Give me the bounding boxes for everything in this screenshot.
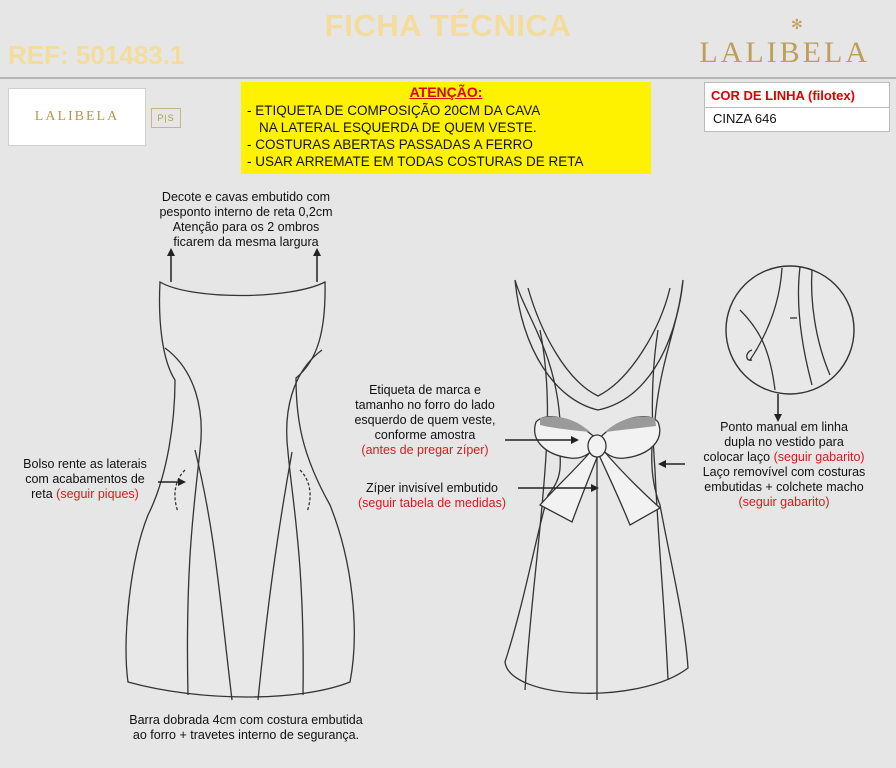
note-red-text: (antes de pregar zíper) — [361, 443, 489, 457]
note-line: ficarem da mesma largura — [173, 235, 319, 249]
label-note — [340, 383, 510, 458]
bow-knot — [588, 435, 606, 457]
note-red-text: (seguir gabarito) — [738, 495, 830, 509]
note-line — [10, 487, 160, 502]
note-line: Atenção para os 2 ombros — [172, 220, 320, 234]
neckline-note — [136, 190, 356, 250]
note-line: Bolso rente as laterais — [23, 457, 147, 471]
note-line: Etiqueta de marca e — [369, 383, 481, 397]
note-line: esquerdo de quem veste, — [354, 413, 496, 427]
note-line: Zíper invisível embutido — [365, 481, 498, 495]
note-line: pesponto interno de reta 0,2cm — [159, 205, 333, 219]
note-line: conforme amostra — [374, 428, 476, 442]
front-dress — [126, 282, 354, 700]
back-dress — [505, 280, 688, 700]
warning-line: NA LATERAL ESQUERDA DE QUEM VESTE. — [259, 120, 537, 135]
note-line: Decote e cavas embutido com — [161, 190, 331, 204]
warning-line: - ETIQUETA DE COMPOSIÇÃO 20CM DA CAVA — [247, 103, 541, 118]
hem-note — [96, 713, 396, 743]
zipper-note — [344, 481, 520, 511]
page-title: FICHA TÉCNICA — [324, 8, 572, 43]
thread-color-value: CINZA 646 — [713, 111, 777, 126]
note-line: embutidas + colchete macho — [704, 480, 864, 494]
detail-circle — [726, 266, 854, 394]
thread-color-label: COR DE LINHA (filotex) — [711, 88, 855, 103]
reference-code: REF: 501483.1 — [8, 40, 185, 70]
detail-zoom — [726, 266, 854, 394]
brand-logo: LALIBELA — [699, 36, 870, 69]
warning-line: - USAR ARREMATE EM TODAS COSTURAS DE RETA — [247, 154, 584, 169]
note-text: reta — [31, 487, 57, 501]
stitch-note — [684, 420, 884, 510]
note-line: Ponto manual em linha — [720, 420, 848, 434]
note-line: dupla no vestido para — [724, 435, 844, 449]
note-red-text: (seguir gabarito) — [773, 450, 865, 464]
note-line: ao forro + travetes interno de segurança. — [132, 728, 360, 742]
logo-text: LALIBELA — [34, 109, 120, 124]
front-dress-outline — [126, 282, 354, 697]
note-line — [684, 450, 884, 465]
logo-tag: P|S — [151, 108, 181, 128]
note-red-text: (seguir piques) — [56, 487, 139, 501]
note-line: com acabamentos de — [25, 472, 145, 486]
note-line: Laço removível com costuras — [702, 465, 866, 479]
note-red-text: (seguir tabela de medidas) — [358, 496, 506, 510]
note-line: tamanho no forro do lado — [355, 398, 495, 412]
warning-line: - COSTURAS ABERTAS PASSADAS A FERRO — [247, 137, 533, 152]
note-text: colocar laço — [703, 450, 774, 464]
note-line: Barra dobrada 4cm com costura embutida — [129, 713, 363, 727]
bee-icon: ✻ — [791, 16, 803, 32]
warning-title: ATENÇÃO: — [409, 84, 483, 100]
pocket-note — [10, 457, 160, 502]
